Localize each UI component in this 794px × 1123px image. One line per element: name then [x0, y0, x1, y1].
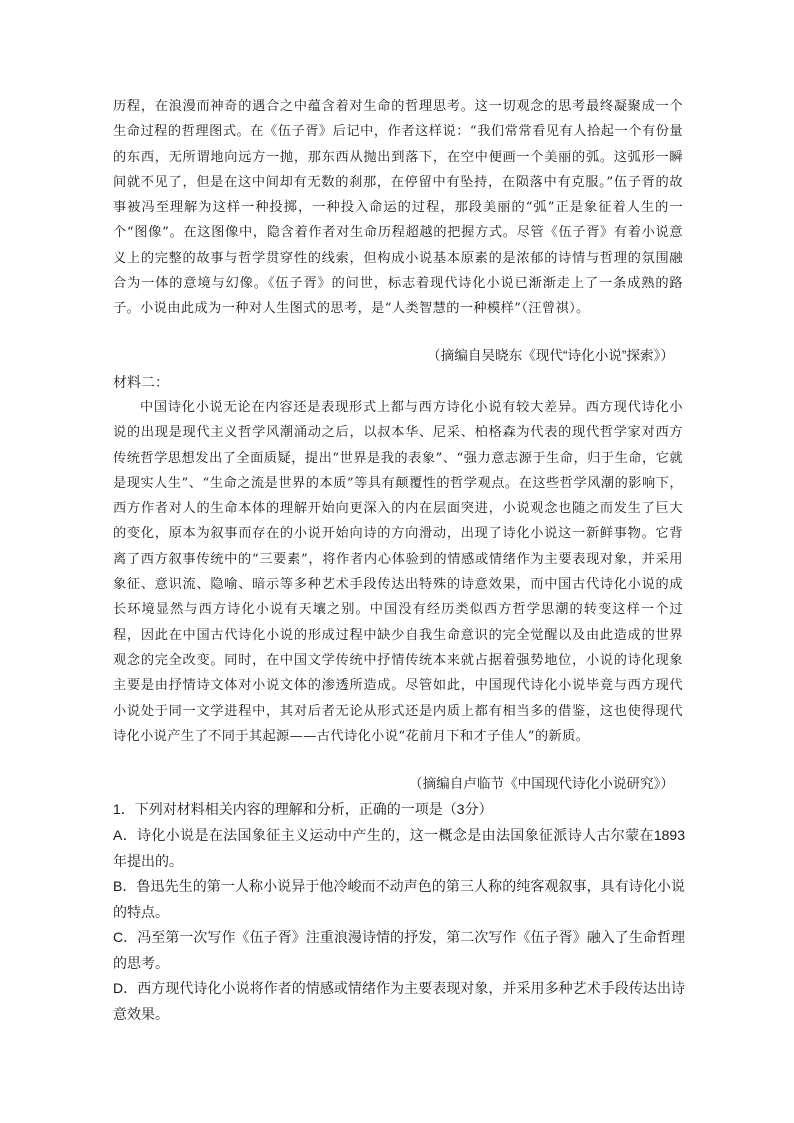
option-a: A．诗化小说是在法国象征主义运动中产生的，这一概念是由法国象征派诗人古尔蒙在1893年提出的。: [113, 827, 685, 869]
option-b: B．鲁迅先生的第一人称小说异于他冷峻而不动声色的第三人称的纯客观叙事，具有诗化小说的特点。: [113, 878, 685, 920]
passage-continued: [113, 94, 683, 322]
passage-continued-text: 历程，在浪漫而神奇的遇合之中蕴含着对生命的哲理思考。这一切观念的思考最终凝聚成一个生命过程的哲理图式。在《伍子胥》后记中，作者这样说：“我们常常看见有人拾起一个有份量的东西，无所谓地向远方一抛，那东西从抛出到落下，在空中便画一个美丽的弧。这弧形一瞬间就不见了，但是在这中间却有无数的刹那，在停留中有坠持，在陨落中有克服。”伍子胥的故事被冯至理解为这样一种投掷，一种投入命运的过程，那段美丽的“弧”正是象征着人生的一个“图像”。在这图像中，隐含着作者对生命历程超越的把握方式。尽管《伍子胥》有着小说意义上的完整的故事与哲学贯穿性的线索，但构成小说基本原素的是浓郁的诗情与哲理的氛围融合为一体的意境与幻像。《伍子胥》的问世，标志着现代诗化小说已渐渐走上了一条成熟的路子。小说由此成为一种对人生图式的思考，是“人类智慧的一种模样”（汪曾祺）。: [113, 99, 683, 317]
material-two-text: 中国诗化小说无论在内容还是表现形式上都与西方诗化小说有较大差异。西方现代诗化小说的出现是现代主义哲学风潮涌动之后，以叔本华、尼采、柏格森为代表的现代哲学家对西方传统哲学思想发出了全面质疑，提出“世界是我的表象”、“强力意志源于生命，归于生命，它就是现实人生”、“生命之流是世界的本质”等具有颠覆性的哲学观点。在这些哲学风潮的影响下，西方作者对人的生命本体的理解开始向更深入的内在层面突进，小说观念也随之而发生了巨大的变化，原本为叙事而存在的小说开始向诗的方向滑动，出现了诗化小说这一新鲜事物。它背离了西方叙事传统中的“三要素”，将作者内心体验到的情感或情绪作为主要表现对象，并采用象征、意识流、隐喻、暗示等多种艺术手段传达出特殊的诗意效果，而中国古代诗化小说的成长环境显然与西方诗化小说有天壤之别。中国没有经历类似西方哲学思潮的转变这样一个过程，因此在中国古代诗化小说的形成过程中缺少自我生命意识的完全觉醒以及由此造成的世界观念的完全改变。同时，在中国文学传统中抒情传统本来就占据着强势地位，小说的诗化现象主要是由抒情诗文体对小说文体的渗透所造成。尽管如此，中国现代诗化小说毕竟与西方现代小说处于同一文学进程中，其对后者无论从形式还是内质上都有相当多的借鉴，这也使得现代诗化小说产生了不同于其起源——古代诗化小说“花前月下和才子佳人”的新质。: [113, 400, 683, 744]
source-citation-two: （摘编自卢临节《中国现代诗化小说研究》）: [408, 776, 674, 791]
option-d: D．西方现代诗化小说将作者的情感或情绪作为主要表现对象，并采用多种艺术手段传达出诗意效果。: [113, 980, 685, 1022]
question-stem: 1．下列对材料相关内容的理解和分析，正确的一项是（3分）: [113, 801, 493, 817]
source-citation-one: （摘编自吴晓东《现代“诗化小说”探索》）: [427, 348, 674, 363]
material-two-label: 材料二：: [113, 374, 169, 390]
option-c: C．冯至第一次写作《伍子胥》注重浪漫诗情的抒发，第二次写作《伍子胥》融入了生命哲理的思考。: [113, 929, 685, 971]
material-two-passage: [113, 395, 683, 749]
